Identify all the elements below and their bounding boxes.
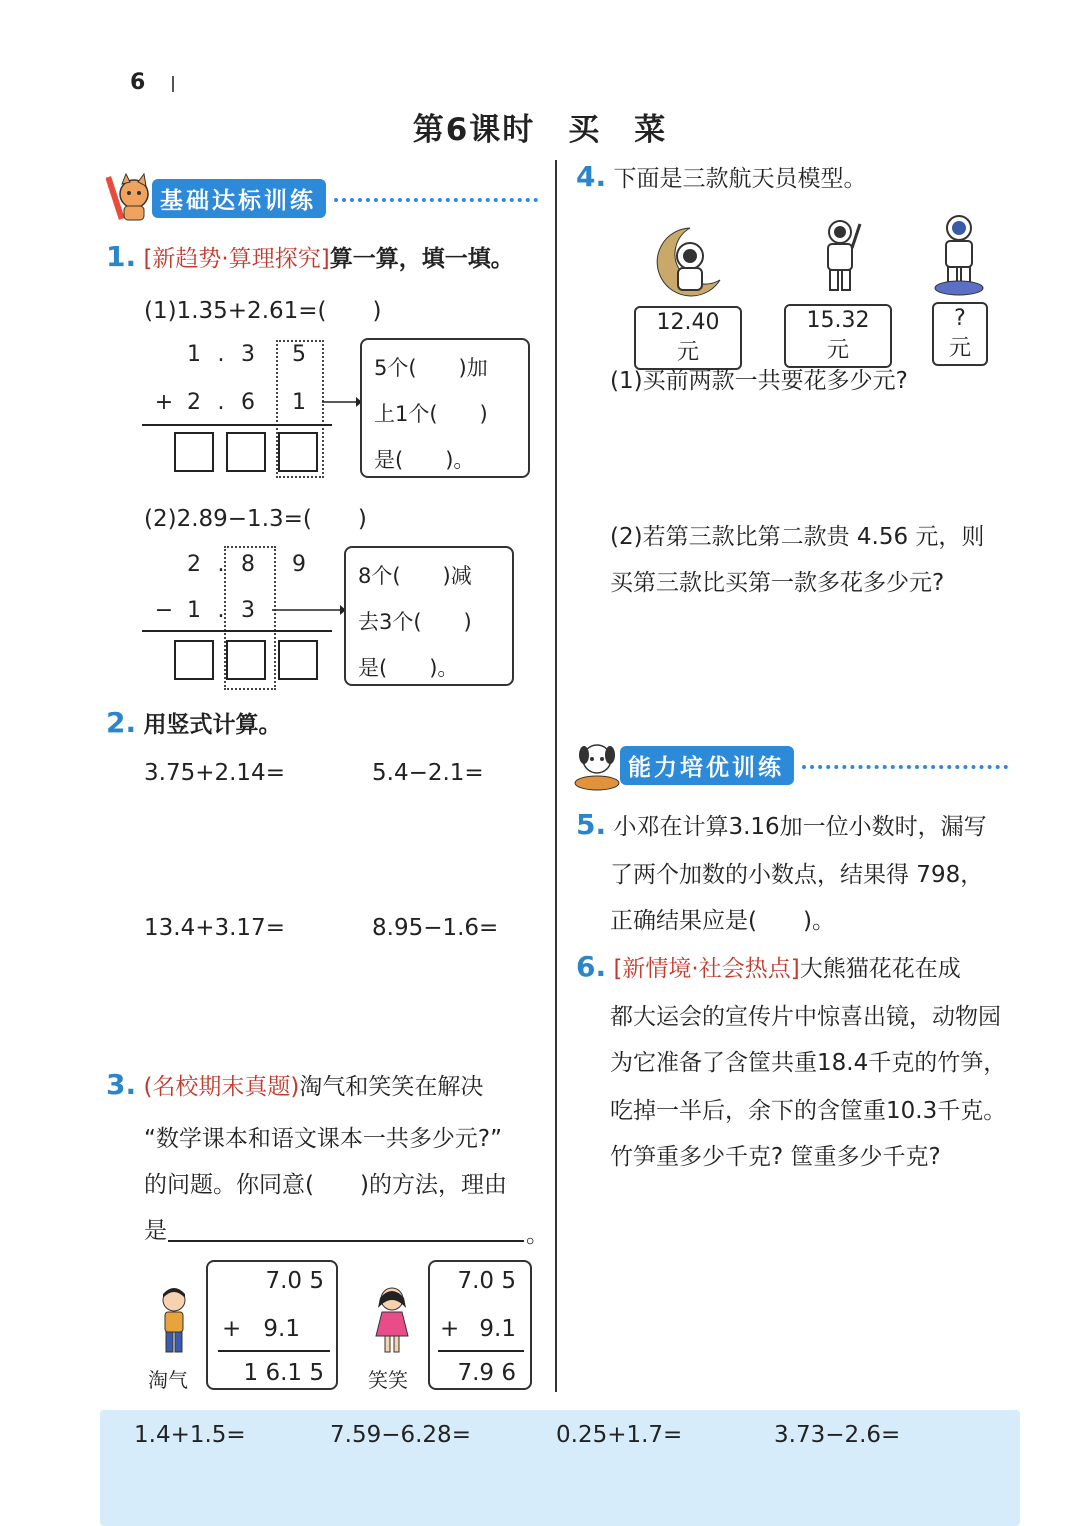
section-label-basic: 基础达标训练 [152, 179, 326, 218]
section-label-advanced: 能力培优训练 [620, 746, 794, 785]
digit: . [217, 342, 225, 367]
character-name: 淘气 [148, 1368, 188, 1392]
answer-box[interactable] [226, 432, 266, 472]
reason-answer-line[interactable] [168, 1240, 524, 1242]
arrow-icon [322, 394, 362, 410]
question-tag: [新情境·社会热点] [613, 956, 800, 982]
explanation-line[interactable]: 5个( )加 [374, 356, 488, 380]
question-text: 下面是三款航天员模型。 [613, 166, 867, 192]
digit: − [154, 598, 174, 623]
q4-part2: (2)若第三款比第二款贵 4.56 元，则 [610, 524, 985, 550]
question-tag: [新趋势·算理探究] [143, 246, 330, 272]
question-text: “数学课本和语文课本一共多少元?” [144, 1126, 503, 1152]
xiaoxiao-calculation [428, 1260, 532, 1390]
page-number: 6 [130, 70, 146, 95]
question-2-stem [106, 706, 281, 739]
digit: 1 [292, 390, 306, 415]
addend: 9.1 [479, 1316, 516, 1342]
question-6-stem [576, 950, 961, 983]
question-3-stem [106, 1068, 483, 1101]
sentence-end-mark: 。 [526, 1222, 549, 1248]
explanation-line[interactable]: 去3个( ) [358, 610, 472, 634]
practice-item[interactable]: 7.59−6.28= [330, 1422, 471, 1448]
boy-taoqi-icon [156, 1286, 192, 1356]
difference-line [142, 630, 332, 632]
character-name: 笑笑 [368, 1368, 408, 1392]
question-text: 正确结果应是( )。 [610, 908, 835, 934]
bottom-practice-strip [100, 1410, 1020, 1526]
digit: . [217, 598, 225, 623]
question-text: 淘气和笑笑在解决 [299, 1074, 484, 1100]
q1-part2-vertical-calc [140, 542, 540, 692]
question-1-stem [106, 240, 514, 273]
question-number: 2. [106, 706, 137, 739]
sum-line [142, 424, 332, 426]
operator: + [440, 1316, 460, 1342]
q2-item[interactable]: 3.75+2.14= [144, 760, 285, 786]
q4-part1: (1)买前两款一共要花多少元? [610, 368, 908, 394]
question-text: 的问题。你同意( )的方法，理由 [144, 1172, 507, 1198]
column-divider [555, 160, 557, 1392]
sum-line [438, 1350, 524, 1352]
question-text: 吃掉一半后，余下的含筐重10.3千克。 [610, 1098, 1007, 1124]
explanation-line[interactable]: 上1个( ) [374, 402, 488, 426]
question-number: 3. [106, 1068, 137, 1101]
question-number: 5. [576, 808, 607, 841]
digit: 2 [187, 390, 201, 415]
practice-item[interactable]: 3.73−2.6= [774, 1422, 901, 1448]
digit: 9 [292, 552, 306, 577]
answer-box[interactable] [278, 432, 318, 472]
question-text: 竹笋重多少千克? 筐重多少千克? [610, 1144, 941, 1170]
question-text: 用竖式计算。 [143, 712, 282, 738]
digit: 6 [241, 390, 255, 415]
digit: . [217, 552, 225, 577]
digit: 3 [241, 598, 255, 623]
question-text: 大熊猫花花在成 [799, 956, 961, 982]
section-banner-advanced [574, 740, 1008, 790]
banner-dots [802, 765, 1008, 769]
explanation-line[interactable]: 是( )。 [358, 656, 459, 680]
arrow-icon [272, 602, 346, 618]
addend: 9.1 [263, 1316, 300, 1342]
section-banner-basic [106, 178, 538, 218]
q1-part1-expression: (1)1.35+2.61=( ) [144, 298, 382, 324]
explanation-line[interactable]: 是( )。 [374, 448, 475, 472]
operator: + [222, 1316, 242, 1342]
question-text: 是 [144, 1218, 167, 1244]
question-text: 小邓在计算3.16加一位小数时，漏写 [613, 814, 987, 840]
cat-mascot-icon [106, 172, 152, 224]
digit: 8 [241, 552, 255, 577]
result: 7.9 6 [457, 1360, 516, 1386]
question-4-stem [576, 160, 866, 193]
addend: 7.0 5 [265, 1268, 324, 1294]
practice-item[interactable]: 1.4+1.5= [134, 1422, 246, 1448]
explanation-line[interactable]: 8个( )减 [358, 564, 472, 588]
answer-box[interactable] [174, 640, 214, 680]
q2-item[interactable]: 5.4−2.1= [372, 760, 484, 786]
question-5-stem [576, 808, 987, 841]
price-tag: ? 元 [932, 302, 988, 366]
digit: 2 [187, 552, 201, 577]
digit: 3 [241, 342, 255, 367]
explanation-box [344, 546, 514, 686]
astronaut-planet-icon [932, 212, 986, 296]
banner-dots [334, 198, 538, 202]
taoqi-calculation [206, 1260, 338, 1390]
explanation-box [360, 338, 530, 478]
answer-box[interactable] [278, 640, 318, 680]
page-number-divider [172, 76, 174, 92]
addend: 7.0 5 [457, 1268, 516, 1294]
astronaut-moon-icon [650, 224, 724, 298]
digit: 5 [292, 342, 306, 367]
question-text: 了两个加数的小数点，结果得 798， [610, 862, 984, 888]
digit: 1 [187, 598, 201, 623]
astronaut-waving-icon [818, 218, 862, 294]
price-tag: 15.32 元 [784, 304, 892, 368]
digit: . [217, 390, 225, 415]
question-number: 4. [576, 160, 607, 193]
question-number: 1. [106, 240, 137, 273]
answer-box[interactable] [174, 432, 214, 472]
question-text: 算一算，填一填。 [329, 246, 514, 272]
digit: 1 [187, 342, 201, 367]
question-tag: (名校期末真题) [143, 1074, 300, 1100]
q2-item[interactable]: 13.4+3.17= [144, 915, 285, 941]
q1-part2-expression: (2)2.89−1.3=( ) [144, 506, 367, 532]
q4-part2: 买第三款比买第一款多花多少元? [610, 570, 945, 596]
price-tag: 12.40 元 [634, 306, 742, 370]
result: 1 6.1 5 [243, 1360, 324, 1386]
dog-mascot-icon [574, 739, 620, 791]
digit: + [154, 390, 174, 415]
q1-part1-vertical-calc [140, 334, 540, 484]
question-text: 都大运会的宣传片中惊喜出镜，动物园 [610, 1004, 1001, 1030]
question-text: 为它准备了含筐共重18.4千克的竹笋， [610, 1050, 1007, 1076]
girl-xiaoxiao-icon [372, 1284, 412, 1356]
answer-box[interactable] [226, 640, 266, 680]
question-number: 6. [576, 950, 607, 983]
lesson-title: 第6课时 买 菜 [412, 112, 668, 148]
q2-item[interactable]: 8.95−1.6= [372, 915, 499, 941]
practice-item[interactable]: 0.25+1.7= [556, 1422, 683, 1448]
sum-line [218, 1350, 330, 1352]
